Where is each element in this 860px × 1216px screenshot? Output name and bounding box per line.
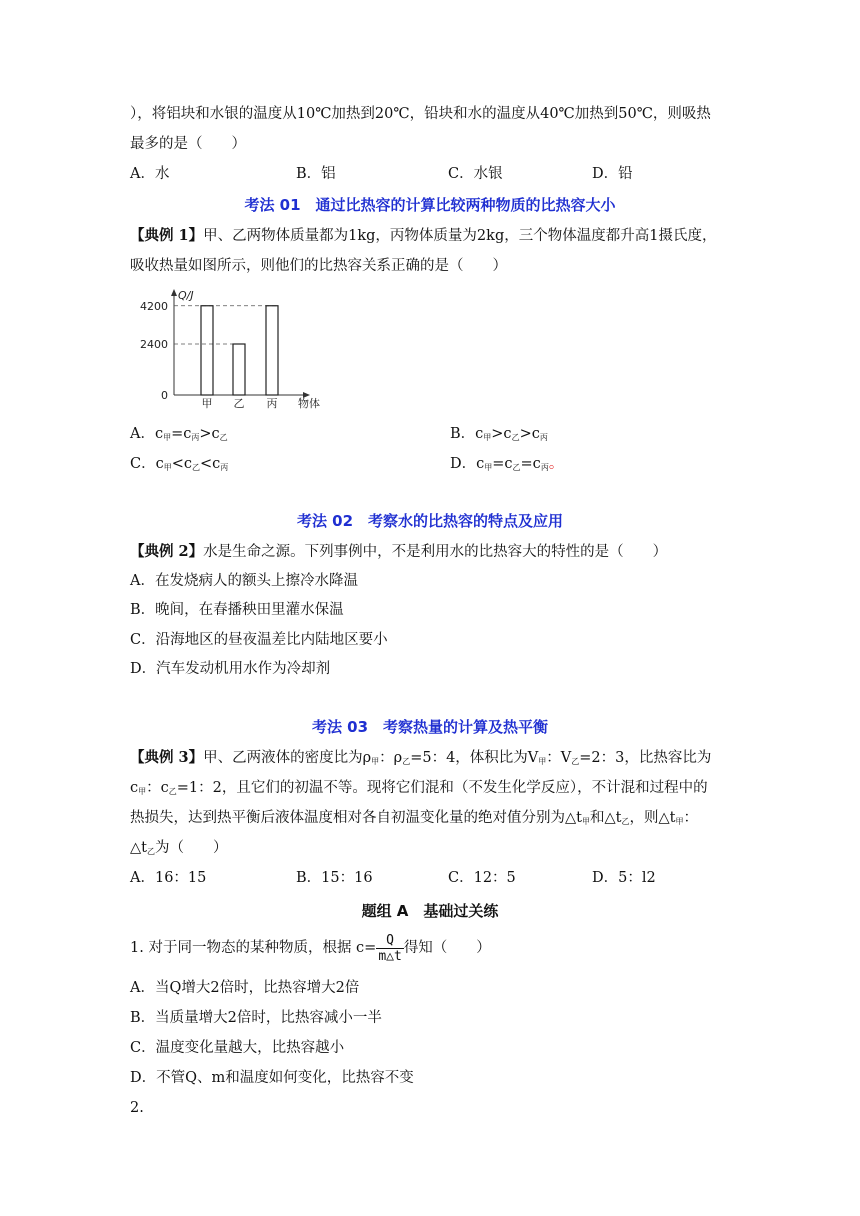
bar-丙: [266, 306, 278, 395]
y-axis-arrow: [171, 289, 177, 296]
group-a-q1-option-b: B．当质量增大2倍时，比热容减小一半: [130, 1010, 382, 1026]
example-1-line-2: 吸收热量如图所示，则他们的比热容关系正确的是（ ）: [130, 258, 507, 274]
method-01-heading: 考法 01 通过比热容的计算比较两种物质的比热容大小: [244, 196, 616, 214]
group-a-q1-option-d: D．不管Q、m和温度如何变化，比热容不变: [130, 1070, 414, 1086]
example-3-line-3: 热损失，达到热平衡后液体温度相对各自初温变化量的绝对值分别为$\triangle t_甲$和$\triangle t_乙$，则$\triangle t_甲$：: [130, 810, 698, 826]
method-03-heading: 考法 03 考察热量的计算及热平衡: [311, 718, 549, 736]
example-3-option-c: C．12：5: [448, 870, 516, 886]
intro-line-2: 最多的是（ ）: [130, 136, 246, 152]
bar-甲: [201, 306, 213, 395]
formula-fraction: $\frac{Q}{m\triangle t}$: [378, 932, 402, 964]
example-2-question: 【典例 2】水是生命之源。下列事例中，不是利用水的比热容大的特性的是（ ）: [130, 543, 668, 560]
example-1-option-b: B．$c_甲>c_乙>c_丙$: [450, 426, 548, 442]
example-2-option-a: A．在发烧病人的额头上擦冷水降温: [130, 573, 358, 589]
group-a-heading: 题组 A 基础过关练: [361, 902, 499, 920]
intro-line-1: ），将铝块和水银的温度从10℃加热到20℃，铅块和水的温度从40℃加热到50℃，则吸热: [130, 106, 711, 122]
intro-option-a: A．水: [130, 166, 170, 182]
x-tick-label-甲: 甲: [201, 397, 213, 410]
example-3-line-1: 【典例 3】甲、乙两液体的密度比为$\rho_甲$：$\rho_乙=5$：4，体积比为$V_甲$：$V_乙=2$：3，比热容比为: [130, 749, 712, 766]
example-1-option-c: C．$c_甲<c_乙<c_丙$: [130, 456, 229, 472]
y-tick-label-2400: 2400: [140, 338, 168, 351]
group-a-q1-option-c: C．温度变化量越大，比热容越小: [130, 1040, 345, 1056]
example-3-option-d: D．5：l2: [592, 870, 656, 886]
example-3-option-b: B．15：16: [296, 870, 373, 886]
example-1-line-1: [130, 226, 716, 246]
intro-option-c: C．水银: [448, 166, 503, 182]
group-a-q1-option-a: A．当Q增大2倍时，比热容增大2倍: [130, 980, 360, 996]
example-1-text-1: 甲、乙两物体质量都为1kg，丙物体质量为2kg，三个物体温度都升高1摄氏度，: [203, 228, 717, 244]
example-3-line-4: $\triangle t_乙$为（ ）: [130, 840, 228, 856]
method-02-heading: 考法 02 考察水的比热容的特点及应用: [296, 512, 564, 530]
example-3-label: 【典例 3】: [130, 749, 204, 766]
example-3-line-2: $c_甲$：$c_乙=1$：2，且它们的初温不等。现将它们混和（不发生化学反应），不计混和过程中的: [130, 780, 708, 796]
bar-乙: [233, 344, 245, 395]
y-tick-label-0: 0: [161, 389, 168, 402]
example-2-option-b: B．晚间，在春播秧田里灌水保温: [130, 602, 344, 618]
example-1-option-d: D．$c_甲=c_乙=c_丙$。: [450, 456, 564, 472]
example-1-label: 【典例 1】: [130, 227, 204, 244]
y-axis-label: Q/J: [178, 289, 194, 302]
example-2-option-c: C．沿海地区的昼夜温差比内陆地区要小: [130, 632, 388, 648]
group-a-q1: 1. 对于同一物态的某种物质，根据 c= $\frac{Q}{m\triangle t}$ 得知（ ）: [130, 932, 491, 964]
intro-option-b: B．铝: [296, 166, 336, 182]
example-2-label: 【典例 2】: [130, 543, 204, 560]
intro-option-d: D．铅: [592, 166, 633, 182]
y-tick-label-4200: 4200: [140, 299, 168, 313]
x-tick-label-乙: 乙: [233, 397, 245, 410]
x-axis-label: 物体: [298, 397, 320, 410]
heat-bar-chart: [140, 285, 340, 410]
example-3-option-a: A．16：15: [130, 870, 207, 886]
group-a-q2: 2.: [130, 1100, 144, 1116]
example-2-option-d: D．汽车发动机用水作为冷却剂: [130, 661, 331, 677]
x-tick-label-丙: 丙: [266, 397, 278, 410]
example-1-option-a: A．$c_甲=c_丙>c_乙$: [130, 426, 228, 442]
